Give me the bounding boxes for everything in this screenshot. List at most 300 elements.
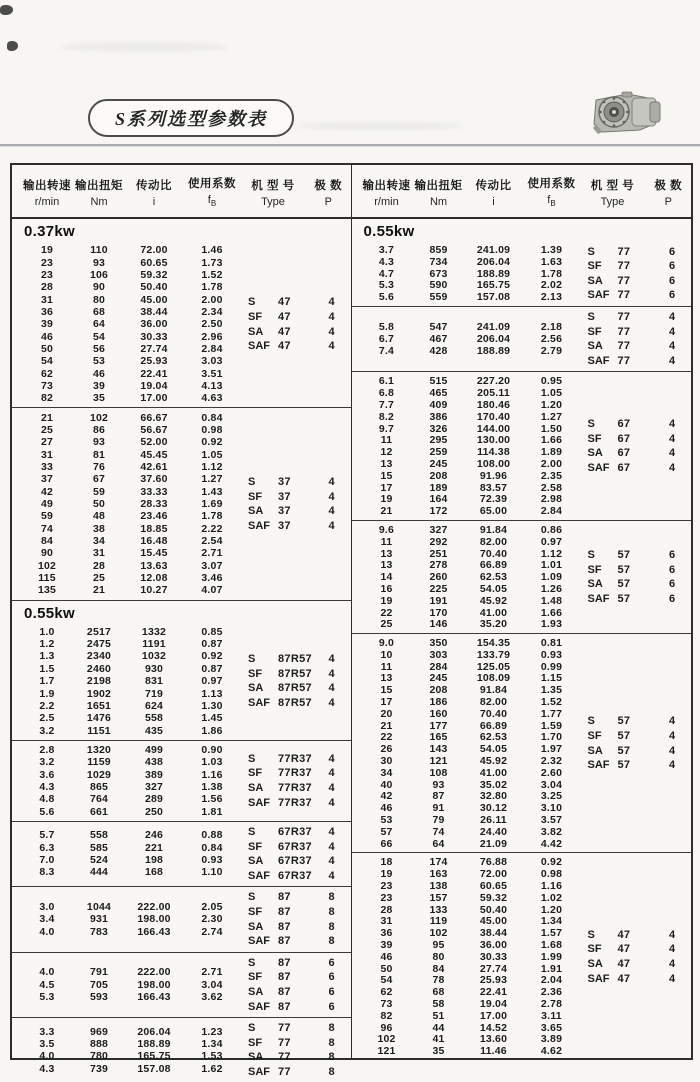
cell-output-speed: 19 [380, 594, 393, 607]
table-row [360, 927, 580, 939]
cell-service-factor: 1.13 [201, 687, 223, 700]
type-model-size: 67R37 [278, 840, 312, 853]
cell-ratio: 19.04 [140, 379, 168, 392]
cell-output-torque: 1151 [87, 724, 111, 737]
type-row [580, 446, 692, 461]
cell-output-torque: 931 [89, 913, 109, 926]
type-model-prefix: SAF [248, 519, 270, 532]
type-model-size: 87 [278, 956, 291, 969]
cell-service-factor: 2.56 [540, 333, 563, 346]
cell-output-speed: 115 [38, 572, 56, 585]
cell-ratio: 108.09 [476, 672, 511, 685]
cell-output-torque: 172 [429, 505, 448, 518]
cell-service-factor: 1.53 [201, 1050, 223, 1063]
cell-service-factor: 1.34 [201, 1037, 223, 1050]
type-pole-count: 4 [668, 432, 676, 445]
type-column [240, 825, 351, 883]
type-model-prefix: SA [248, 325, 264, 338]
cell-service-factor: 1.52 [201, 268, 223, 281]
cell-output-torque: 859 [429, 244, 448, 256]
type-model-size: 77R37 [278, 796, 312, 809]
table-row [360, 755, 580, 767]
cell-ratio: 91.96 [479, 469, 508, 482]
data-block [352, 852, 692, 1060]
type-model-prefix: SAF [248, 697, 270, 710]
cell-output-speed: 5.7 [39, 829, 55, 842]
table-row [360, 963, 580, 975]
table-row [20, 523, 240, 535]
type-pole-count: 4 [668, 311, 676, 324]
type-pole-count: 4 [328, 855, 335, 868]
cell-ratio: 59.32 [479, 891, 508, 904]
type-row [580, 354, 692, 369]
type-column [580, 714, 692, 772]
column-header-unit: Type [261, 195, 285, 208]
type-model-size: 87R57 [278, 667, 312, 680]
cell-service-factor: 2.13 [540, 291, 563, 304]
cell-output-torque: 81 [92, 448, 106, 461]
cell-ratio: 221 [144, 841, 164, 854]
cell-output-torque: 80 [432, 950, 445, 963]
table-row [360, 838, 580, 850]
type-row [580, 577, 692, 592]
table-row [20, 510, 240, 522]
type-pole-count: 6 [668, 274, 676, 287]
cell-ratio: 165.75 [137, 1050, 171, 1063]
table-row [360, 814, 580, 826]
cell-output-speed: 2.8 [39, 743, 55, 756]
table-row [20, 768, 240, 780]
numeric-rows [12, 966, 240, 1003]
cell-ratio: 25.93 [140, 355, 168, 368]
table-row [20, 626, 240, 638]
cell-service-factor: 1.23 [201, 1025, 223, 1038]
type-row [580, 244, 692, 259]
cell-output-torque: 559 [429, 291, 448, 304]
cell-service-factor: 2.71 [201, 547, 223, 560]
type-model-prefix: SA [248, 986, 264, 999]
cell-service-factor: 1.48 [540, 594, 563, 607]
cell-output-speed: 1.7 [39, 675, 55, 688]
table-row [20, 281, 240, 293]
type-row [240, 970, 351, 985]
type-model-prefix: SA [248, 920, 264, 933]
cell-ratio: 25.93 [479, 974, 508, 987]
type-model-prefix: S [248, 891, 256, 904]
cell-ratio: 45.00 [479, 915, 508, 928]
type-model-size: 77R37 [278, 782, 312, 795]
table-row [360, 595, 580, 607]
page-title-box [88, 99, 294, 137]
type-row [580, 729, 692, 744]
cell-ratio: 41.00 [479, 766, 508, 779]
cell-output-speed: 7.0 [39, 854, 55, 867]
column-header [646, 177, 692, 208]
type-pole-count: 4 [328, 490, 335, 503]
cell-output-speed: 4.0 [39, 925, 55, 938]
table-row [360, 998, 580, 1010]
cell-ratio: 168 [144, 866, 164, 879]
data-block [352, 520, 692, 633]
type-model-size: 47 [278, 310, 291, 323]
cell-ratio: 165.75 [476, 279, 511, 292]
table-row [20, 392, 240, 404]
cell-ratio: 389 [144, 768, 164, 781]
type-row [240, 869, 351, 884]
type-row [580, 714, 692, 729]
type-pole-count: 8 [328, 906, 335, 919]
column-header-label: 输出扭矩 [75, 179, 123, 192]
table-row [360, 856, 580, 868]
table-row [20, 842, 240, 854]
table-row [360, 607, 580, 619]
cell-output-speed: 59 [40, 510, 54, 523]
cell-output-speed: 5.6 [39, 805, 55, 818]
type-pole-count: 4 [328, 667, 335, 680]
type-pole-count: 4 [328, 752, 335, 765]
cell-service-factor: 2.05 [201, 901, 223, 913]
table-row [360, 790, 580, 802]
table-row [360, 524, 580, 536]
type-model-size: 47 [278, 325, 291, 338]
cell-output-speed: 6.3 [39, 841, 55, 854]
type-model-prefix: SF [248, 971, 263, 984]
type-row [240, 795, 351, 810]
table-row [360, 1022, 580, 1034]
type-model-prefix: SA [587, 958, 603, 970]
cell-output-torque: 1320 [86, 743, 112, 756]
cell-ratio: 82.00 [479, 696, 508, 709]
table-row [20, 269, 240, 281]
cell-ratio: 65.00 [479, 505, 508, 518]
cell-output-speed: 25 [40, 423, 54, 436]
cell-service-factor: 0.90 [201, 743, 223, 756]
power-rating-label: 0.55kw [24, 604, 76, 622]
table-row [360, 779, 580, 791]
cell-service-factor: 0.98 [540, 868, 563, 881]
cell-service-factor: 3.10 [540, 802, 563, 815]
table-row [360, 986, 580, 998]
type-pole-count: 4 [668, 462, 676, 475]
cell-service-factor: 1.89 [540, 446, 563, 459]
cell-output-torque: 661 [89, 805, 109, 818]
cell-ratio: 50.40 [140, 281, 168, 294]
cell-service-factor: 0.84 [201, 411, 223, 424]
cell-service-factor: 1.57 [540, 927, 563, 940]
table-row [360, 1045, 580, 1057]
cell-output-torque: 1902 [86, 687, 112, 700]
cell-output-torque: 295 [429, 434, 448, 447]
type-model-prefix: SA [248, 1051, 264, 1064]
cell-output-speed: 42 [380, 790, 393, 803]
cell-service-factor: 1.86 [201, 724, 223, 737]
cell-ratio: 70.40 [479, 707, 508, 720]
cell-output-torque: 791 [89, 966, 109, 979]
type-model-size: 77 [278, 1022, 291, 1035]
scan-speck [7, 41, 18, 51]
cell-output-torque: 303 [429, 648, 448, 661]
type-model-size: 37 [278, 476, 291, 489]
cell-output-speed: 57 [380, 825, 393, 838]
cell-ratio: 45.45 [140, 448, 168, 461]
scan-speck [0, 5, 13, 15]
cell-output-speed: 17 [380, 696, 393, 709]
cell-output-speed: 4.5 [39, 978, 55, 991]
type-model-prefix: SAF [587, 355, 610, 368]
cell-output-torque: 64 [92, 318, 106, 331]
cell-output-speed: 34 [380, 766, 393, 779]
type-pole-count: 4 [668, 729, 676, 742]
cell-output-speed: 42 [40, 485, 54, 498]
table-row [360, 868, 580, 880]
table-row [360, 446, 580, 458]
cell-output-torque: 93 [92, 256, 106, 269]
cell-service-factor: 3.04 [540, 778, 563, 791]
data-block [12, 886, 351, 951]
table-row [360, 482, 580, 494]
type-model-prefix: SF [587, 943, 602, 956]
cell-output-torque: 428 [429, 345, 448, 358]
cell-service-factor: 1.99 [540, 950, 563, 963]
cell-output-speed: 102 [377, 1033, 396, 1046]
table-row [360, 559, 580, 571]
cell-ratio: 15.45 [140, 547, 168, 560]
table-row [360, 1010, 580, 1022]
cell-output-torque: 35 [432, 1045, 445, 1058]
cell-ratio: 205.11 [477, 387, 510, 400]
numeric-rows [352, 321, 580, 356]
type-model-size: 57 [617, 592, 631, 605]
cell-service-factor: 2.04 [540, 974, 563, 987]
cell-output-speed: 53 [380, 814, 393, 827]
cell-ratio: 180.46 [476, 398, 511, 411]
cell-output-speed: 19 [40, 244, 54, 257]
table-row [360, 268, 580, 280]
cell-output-speed: 22 [380, 606, 393, 619]
cell-service-factor: 1.05 [540, 387, 563, 400]
type-model-size: 57 [617, 729, 631, 742]
column-header [74, 177, 124, 208]
table-row [360, 434, 580, 446]
cell-ratio: 41.00 [479, 606, 508, 619]
type-pole-count: 8 [328, 920, 335, 933]
table-row [360, 571, 580, 583]
column-header-unit: r/min [34, 195, 60, 208]
type-model-size: 87 [278, 935, 291, 948]
table-row [20, 991, 240, 1003]
cell-ratio: 250 [144, 805, 164, 818]
cell-output-torque: 259 [429, 446, 448, 459]
cell-service-factor: 2.22 [201, 522, 223, 535]
table-row [20, 687, 240, 699]
table-row [360, 743, 580, 755]
type-model-size: 57 [617, 549, 631, 562]
type-row [240, 489, 351, 504]
cell-service-factor: 2.00 [201, 293, 223, 306]
type-model-size: 37 [278, 490, 291, 503]
type-column [580, 310, 692, 368]
cell-output-torque: 1044 [86, 901, 112, 913]
cell-output-speed: 3.0 [39, 901, 55, 913]
cell-service-factor: 3.11 [541, 1009, 562, 1022]
title-separator-rule [0, 144, 700, 146]
cell-output-speed: 23 [380, 891, 393, 904]
type-pole-count: 4 [328, 782, 335, 795]
cell-output-torque: 48 [92, 510, 106, 523]
cell-ratio: 1191 [142, 638, 166, 651]
cell-output-speed: 15 [380, 469, 393, 482]
cell-ratio: 72.00 [479, 868, 508, 881]
cell-ratio: 241.09 [476, 244, 511, 256]
data-block [12, 821, 351, 886]
cell-output-torque: 143 [429, 743, 448, 756]
cell-output-torque: 34 [92, 535, 106, 548]
cell-output-torque: 39 [92, 379, 106, 392]
table-row [20, 700, 240, 712]
cell-output-torque: 673 [429, 267, 448, 280]
table-row [20, 584, 240, 596]
type-row [580, 259, 692, 274]
cell-output-speed: 5.3 [378, 279, 395, 292]
power-section [12, 219, 351, 600]
cell-output-speed: 5.8 [378, 321, 395, 334]
cell-service-factor: 1.39 [540, 244, 563, 256]
type-model-size: 67 [617, 418, 631, 431]
column-header-unit: i [492, 195, 495, 208]
table-row [20, 675, 240, 687]
cell-output-torque: 146 [429, 618, 448, 631]
cell-ratio: 30.12 [479, 802, 508, 815]
table-row [20, 355, 240, 367]
type-row [240, 1050, 351, 1065]
type-model-prefix: SF [587, 432, 602, 445]
cell-output-speed: 73 [380, 998, 393, 1010]
cell-output-torque: 739 [89, 1062, 109, 1075]
type-pole-count: 6 [668, 289, 676, 302]
type-pole-count: 4 [668, 715, 676, 728]
type-model-size: 57 [617, 759, 631, 772]
type-pole-count: 6 [328, 1000, 335, 1013]
type-pole-count: 4 [668, 943, 676, 956]
type-pole-count: 4 [328, 340, 335, 353]
column-header [524, 175, 580, 208]
type-row [240, 766, 351, 781]
table-row [360, 375, 580, 387]
type-model-size: 77 [617, 289, 631, 302]
cell-service-factor: 1.38 [201, 780, 223, 793]
type-row [240, 956, 351, 971]
type-model-prefix: SAF [587, 759, 610, 772]
cell-output-torque: 93 [92, 436, 106, 449]
cell-service-factor: 0.93 [540, 648, 563, 661]
type-model-prefix: S [248, 296, 256, 309]
cell-ratio: 50.40 [479, 903, 508, 916]
cell-output-speed: 9.6 [378, 523, 395, 536]
cell-output-speed: 74 [40, 522, 54, 535]
cell-ratio: 72.00 [140, 244, 168, 257]
cell-output-speed: 36 [380, 927, 393, 940]
type-model-prefix: SAF [587, 462, 610, 475]
cell-output-speed: 3.4 [39, 913, 55, 926]
data-block [352, 306, 692, 371]
type-row [240, 339, 351, 354]
type-model-size: 67R37 [278, 826, 312, 839]
type-row [240, 519, 351, 534]
table-row [20, 793, 240, 805]
table-row [360, 505, 580, 517]
type-model-size: 77 [617, 311, 631, 324]
type-pole-count: 4 [668, 355, 676, 368]
power-rating-label: 0.37kw [24, 223, 76, 240]
cell-output-torque: 157 [429, 891, 448, 904]
cell-service-factor: 1.66 [540, 606, 563, 619]
cell-output-torque: 734 [429, 255, 448, 268]
cell-output-torque: 68 [432, 986, 445, 999]
type-model-prefix: SF [248, 1036, 263, 1049]
type-model-size: 77 [617, 245, 631, 258]
table-row [360, 493, 580, 505]
type-row [580, 461, 692, 476]
table-header [12, 165, 351, 219]
cell-output-speed: 90 [40, 547, 54, 560]
table-row [20, 901, 240, 913]
cell-service-factor: 1.03 [201, 756, 223, 769]
cell-ratio: 198 [144, 854, 164, 867]
cell-service-factor: 1.78 [540, 267, 563, 280]
cell-service-factor: 0.87 [201, 662, 223, 675]
column-header [184, 175, 240, 208]
cell-service-factor: 4.42 [540, 837, 563, 850]
type-model-prefix: SA [587, 744, 603, 757]
cell-output-speed: 1.2 [39, 638, 55, 651]
type-model-size: 77R37 [278, 752, 312, 765]
numeric-rows [12, 901, 240, 938]
table-row [20, 424, 240, 436]
type-row [240, 934, 351, 949]
type-model-size: 87 [278, 920, 291, 933]
type-model-size: 47 [278, 340, 291, 353]
cell-output-torque: 58 [432, 998, 445, 1010]
cell-output-speed: 33 [40, 461, 54, 474]
type-model-prefix: SA [248, 682, 264, 695]
table-row [360, 892, 580, 904]
table-row [360, 720, 580, 732]
cell-service-factor: 1.63 [540, 255, 563, 268]
cell-output-speed: 11 [380, 535, 393, 548]
cell-service-factor: 1.70 [540, 731, 563, 744]
type-pole-count: 6 [668, 245, 676, 258]
type-model-prefix: SA [248, 782, 264, 795]
cell-ratio: 17.00 [140, 392, 168, 405]
type-row [580, 562, 692, 577]
type-model-size: 57 [617, 578, 631, 591]
cell-service-factor: 1.78 [201, 281, 223, 294]
cell-service-factor: 1.77 [540, 707, 563, 720]
cell-service-factor: 1.43 [201, 485, 223, 498]
cell-output-speed: 4.8 [39, 793, 55, 806]
cell-service-factor: 1.45 [201, 712, 223, 725]
cell-output-torque: 50 [92, 498, 106, 511]
table-row [20, 1025, 240, 1037]
cell-ratio: 37.60 [140, 473, 168, 486]
cell-output-torque: 102 [89, 411, 109, 424]
type-model-prefix: SF [587, 563, 602, 576]
table-row [360, 802, 580, 814]
cell-ratio: 22.41 [140, 367, 168, 380]
table-row [360, 387, 580, 399]
cell-output-torque: 558 [89, 829, 109, 842]
cell-output-torque: 524 [89, 854, 109, 867]
